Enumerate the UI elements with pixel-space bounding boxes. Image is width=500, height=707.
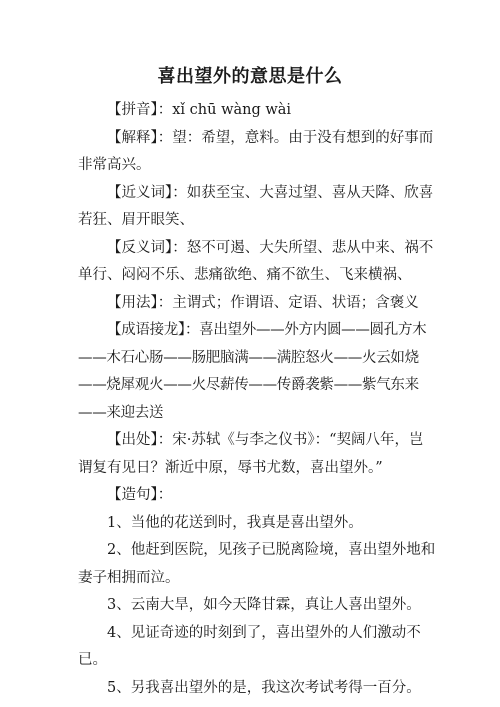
antonyms-text: ：怒不可遏、大失所望、悲从中来、祸不单行、闷闷不乐、悲痛欲绝、痛不欲生、飞来横祸、 bbox=[78, 239, 434, 283]
pinyin-text: ：xǐ chū wàng wài bbox=[157, 102, 292, 118]
pinyin-paragraph bbox=[78, 97, 438, 125]
idiom-chain-label: 【成语接龙】 bbox=[107, 322, 185, 338]
example-item: 2、他赶到医院，见孩子已脱离险境，喜出望外地和妻子相拥而泣。 bbox=[78, 542, 436, 586]
example-item: 3、云南大旱，如今天降甘霖，真让人喜出望外。 bbox=[107, 597, 421, 613]
explanation-label: 【解释】 bbox=[107, 129, 158, 146]
document-body bbox=[78, 97, 438, 702]
example-item: 1、当他的花送到时，我真是喜出望外。 bbox=[107, 514, 363, 531]
examples-label: 【造句】： bbox=[107, 487, 173, 503]
antonyms-paragraph bbox=[78, 235, 438, 290]
synonyms-label: 【近义词】 bbox=[107, 184, 173, 201]
example-item: 5、另我喜出望外的是，我这次考试考得一百分。 bbox=[107, 679, 421, 696]
antonyms-label: 【反义词】 bbox=[107, 239, 173, 256]
page-title: 喜出望外的意思是什么 bbox=[157, 66, 343, 87]
source-text: ：宋·苏轼《与李之仪书》：“契阔八年，岂谓复有见日？渐近中原，辱书尤数，喜出望外。” bbox=[78, 432, 424, 476]
pinyin-label: 【拼音】 bbox=[107, 102, 158, 118]
usage-label: 【用法】 bbox=[107, 294, 158, 311]
synonyms-text: ：如获至宝、大喜过望、喜从天降、欣喜若狂、眉开眼笑、 bbox=[78, 184, 434, 228]
idiom-chain-paragraph bbox=[78, 317, 438, 427]
usage-paragraph bbox=[78, 290, 438, 318]
usage-text: ：主谓式；作谓语、定语、状语；含褒义 bbox=[157, 294, 419, 311]
explanation-text: ：望：希望，意料。由于没有想到的好事而非常高兴。 bbox=[78, 129, 434, 173]
source-paragraph bbox=[78, 427, 438, 482]
source-label: 【出处】 bbox=[107, 432, 158, 448]
explanation-paragraph bbox=[78, 125, 438, 180]
synonyms-paragraph bbox=[78, 180, 438, 235]
example-item: 4、见证奇迹的时刻到了，喜出望外的人们激动不已。 bbox=[78, 624, 421, 668]
examples-heading bbox=[78, 482, 438, 510]
idiom-chain-text: ：喜出望外——外方内圆——圆孔方木——木石心肠——肠肥脑满——满腔怒火——火云如烧——烧犀观火——火尽薪传——传爵袭紫——紫气东来——来迎去送 bbox=[78, 322, 427, 421]
